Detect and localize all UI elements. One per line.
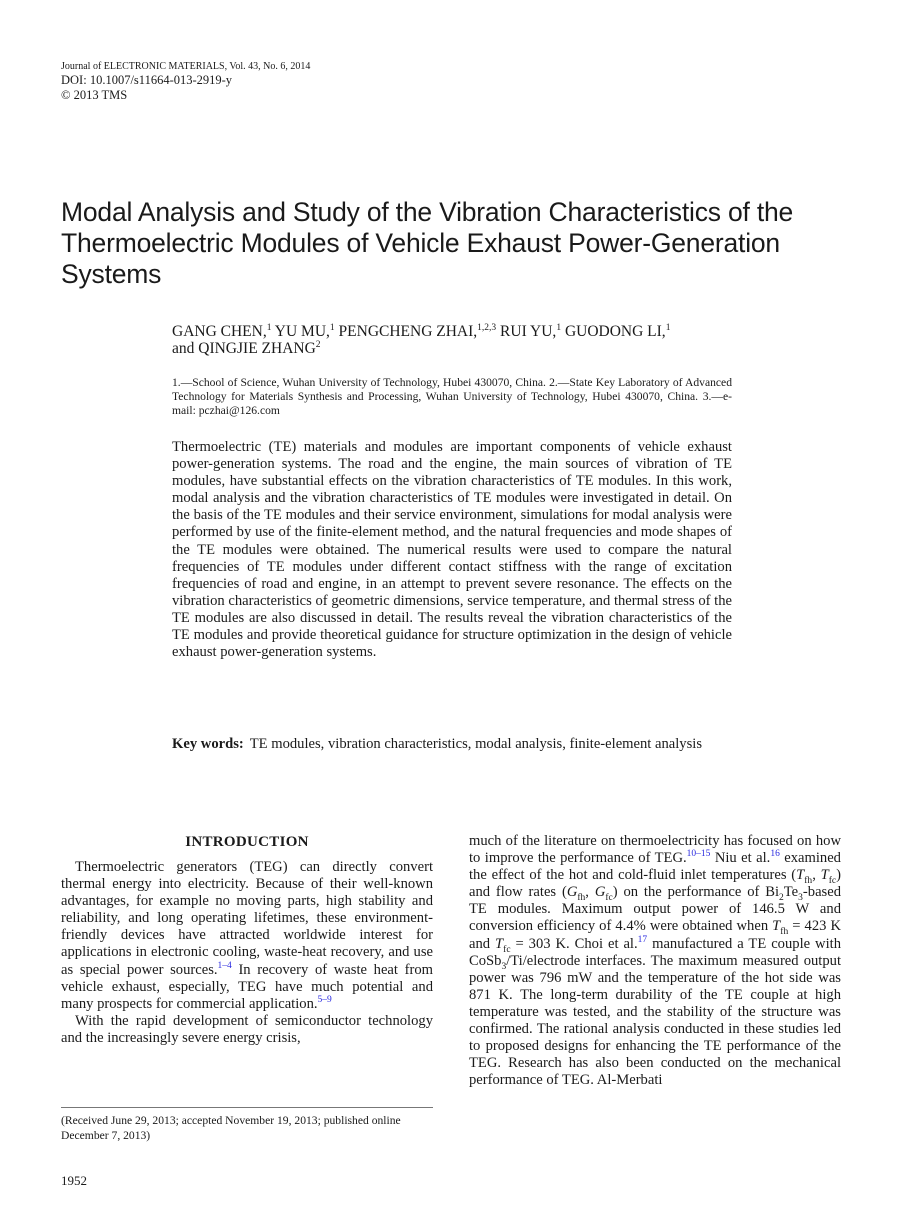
doi: DOI: 10.1007/s11664-013-2919-y	[61, 73, 233, 87]
author: GANG CHEN,$^1$	[172, 323, 272, 340]
paragraph: Thermoelectric generators (TEG) can directly convert thermal energy into electricity. Because of their well-known advantages, for example no moving parts, high stability and reliability, and long operating lifetimes, these environment-friendly devices have attracted worldwide interest for applications in electronic cooling, waste-heat recovery, and use as special power sources.$^{1-4}$ In recovery of waste heat from vehicle exhaust, especially, TEG have much potential and many prospects for commercial application.$^{5-9}$	[61, 859, 433, 1012]
column-left	[61, 833, 433, 1047]
keywords	[172, 736, 732, 754]
section-heading: INTRODUCTION	[185, 834, 309, 850]
paragraph: With the rapid development of semiconductor technology and the increasingly severe energy crisis,	[61, 1012, 433, 1046]
paper-title: Modal Analysis and Study of the Vibration Characteristics of the Thermoelectric Modules of Vehicle Exhaust Power-Generation Systems	[61, 197, 794, 289]
affiliations: 1.—School of Science, Wuhan University of Technology, Hubei 430070, China. 2.—State Key Laboratory of Advanced Technology for Materials Synthesis and Processing, Wuhan University of Technology, Hubei 430070, China. 3.—e-mail: pczhai@126.com	[172, 376, 732, 418]
paragraph: much of the literature on thermoelectricity has focused on how to improve the performance of TEG.$^{10-15}$ Niu et al.$^{16}$ examined the effect of the hot and cold-fluid inlet temperatures ($T_{fh}$, $T_{fc}$) and flow rates ($G_{fh}$, $G_{fc}$) on the performance of $Bi_2Te_3$-based TE modules. Maximum output power of 146.5 W and conversion efficiency of 4.4% were obtained when $T_{fh} = 423$ K and $T_{fc} = 303$ K. Choi et al.$^{17}$ manufactured a TE couple with CoSb$_3$/Ti/electrode interfaces. The maximum measured output power was 796 mW and the temperature of the hot side was 871 K. The long-term durability of the TE couple at high temperature was tested, and the stability of the structure was confirmed. The rational analysis conducted in these studies led to proposed designs for enhancing the TE performance of the TEG. Research has also been conducted on the mechanical performance of TEG. Al-Merbati	[469, 833, 842, 1089]
author: YU MU,$^1$	[274, 323, 335, 340]
citation-link[interactable]: 16	[770, 849, 780, 860]
author: and QINGJIE ZHANG$^2$	[172, 340, 321, 357]
author: GUODONG LI,$^1$	[564, 323, 671, 340]
column-right	[469, 833, 841, 1089]
keywords-label: Key words:	[172, 736, 244, 752]
page-number: 1952	[61, 1173, 87, 1188]
abstract: Thermoelectric (TE) materials and modules are important components of vehicle exhaust power-generation systems. The road and the engine, the main sources of vibration of TE modules, have substantial effects on the vibration characteristics of TE modules. In this work, modal analysis and the vibration characteristics of TE modules were investigated in detail. On the basis of the TE modules and their service environment, simulations for modal analysis were performed by use of the finite-element method, and the natural frequencies and mode shapes of the TE modules were obtained. The numerical results were used to compare the natural frequencies of TE modules under different contact stiffness with the range of excitation frequencies of road and engine, in an attempt to prevent severe resonance. The effects on the vibration characteristics of geometric dimensions, service temperature, and thermal stress of the TE modules are also discussed in detail. The results reveal the vibration characteristics of the TE modules and provide theoretical guidance for structure optimization in the design of vehicle exhaust power-generation systems.	[172, 439, 732, 661]
footnote-divider	[61, 1107, 433, 1108]
journal-header	[61, 60, 310, 103]
author: PENGCHENG ZHAI,$^{1,2,3}$	[338, 323, 497, 340]
copyright: © 2013 TMS	[61, 88, 128, 102]
citation-link[interactable]: 5–9	[317, 994, 332, 1005]
keywords-text: TE modules, vibration characteristics, modal analysis, finite-element analysis	[249, 736, 703, 752]
citation-link[interactable]: 17	[637, 934, 648, 945]
journal-citation: Journal of ELECTRONIC MATERIALS, Vol. 43, No. 6, 2014	[61, 61, 311, 72]
author: RUI YU,$^1$	[500, 323, 562, 340]
received-dates: (Received June 29, 2013; accepted November 19, 2013; published online December 7, 2013)	[61, 1114, 401, 1142]
citation-link[interactable]: 10–15	[686, 849, 711, 860]
citation-link[interactable]: 1–4	[217, 960, 232, 971]
author-list	[172, 323, 762, 357]
